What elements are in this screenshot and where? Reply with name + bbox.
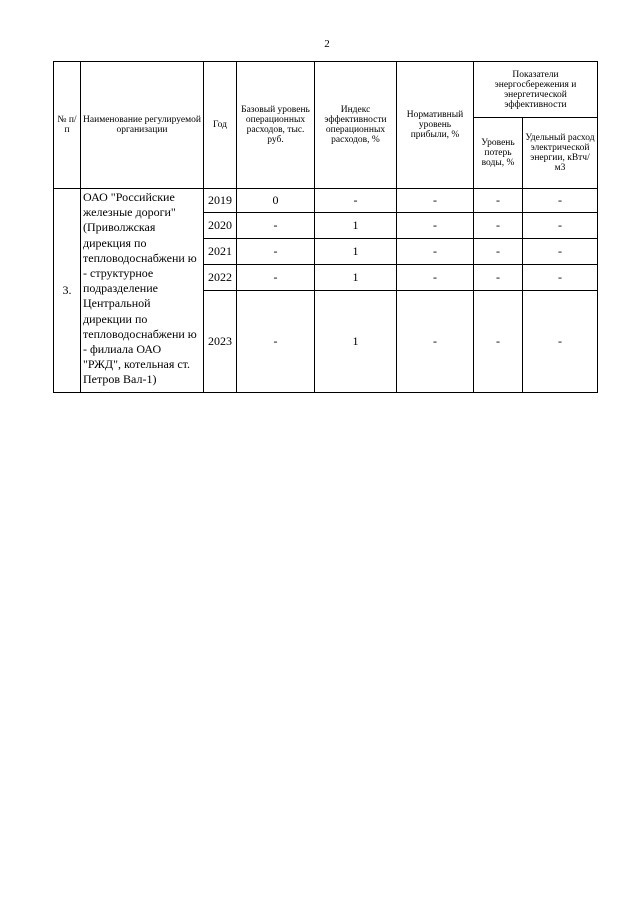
header-profit-level: Нормативный уровень прибыли, %: [397, 62, 474, 189]
efficiency-index-cell: 1: [315, 265, 397, 291]
header-water-loss: Уровень потерь воды, %: [474, 118, 523, 189]
base-cost-cell: -: [237, 265, 315, 291]
header-year: Год: [204, 62, 237, 189]
efficiency-index-cell: 1: [315, 239, 397, 265]
base-cost-cell: 0: [237, 189, 315, 213]
year-cell: 2019: [204, 189, 237, 213]
tariff-table: [53, 61, 598, 393]
electricity-cell: -: [523, 189, 598, 213]
header-num: № п/п: [54, 62, 81, 189]
efficiency-index-cell: 1: [315, 213, 397, 239]
organization-name: ОАО "Российские железные дороги" (Приволжская дирекция по тепловодоснабжени ю - структурное подразделение Центральной дирекции по тепловодоснабжени ю - филиала ОАО "РЖД", котельная ст. Петров Вал-1): [81, 189, 204, 393]
row-number: 3.: [54, 189, 81, 393]
header-organization: Наименование регулируемой организации: [81, 62, 204, 189]
electricity-cell: -: [523, 213, 598, 239]
water-loss-cell: -: [474, 213, 523, 239]
header-base-cost: Базовый уровень операционных расходов, тыс. руб.: [237, 62, 315, 189]
base-cost-cell: -: [237, 239, 315, 265]
efficiency-index-cell: 1: [315, 291, 397, 393]
profit-level-cell: -: [397, 213, 474, 239]
table-row: [54, 189, 598, 213]
water-loss-cell: -: [474, 239, 523, 265]
profit-level-cell: -: [397, 239, 474, 265]
page-number: 2: [324, 38, 330, 50]
water-loss-cell: -: [474, 291, 523, 393]
base-cost-cell: -: [237, 213, 315, 239]
year-cell: 2020: [204, 213, 237, 239]
efficiency-index-cell: -: [315, 189, 397, 213]
electricity-cell: -: [523, 291, 598, 393]
year-cell: 2021: [204, 239, 237, 265]
profit-level-cell: -: [397, 189, 474, 213]
profit-level-cell: -: [397, 291, 474, 393]
year-cell: 2022: [204, 265, 237, 291]
header-efficiency-index: Индекс эффективности операционных расходов, %: [315, 62, 397, 189]
profit-level-cell: -: [397, 265, 474, 291]
base-cost-cell: -: [237, 291, 315, 393]
header-electricity: Удельный расход электрической энергии, кВтч/м3: [523, 118, 598, 189]
water-loss-cell: -: [474, 189, 523, 213]
header-energy-group: Показатели энергосбережения и энергетической эффективности: [474, 62, 598, 118]
year-cell: 2023: [204, 291, 237, 393]
electricity-cell: -: [523, 239, 598, 265]
electricity-cell: -: [523, 265, 598, 291]
water-loss-cell: -: [474, 265, 523, 291]
